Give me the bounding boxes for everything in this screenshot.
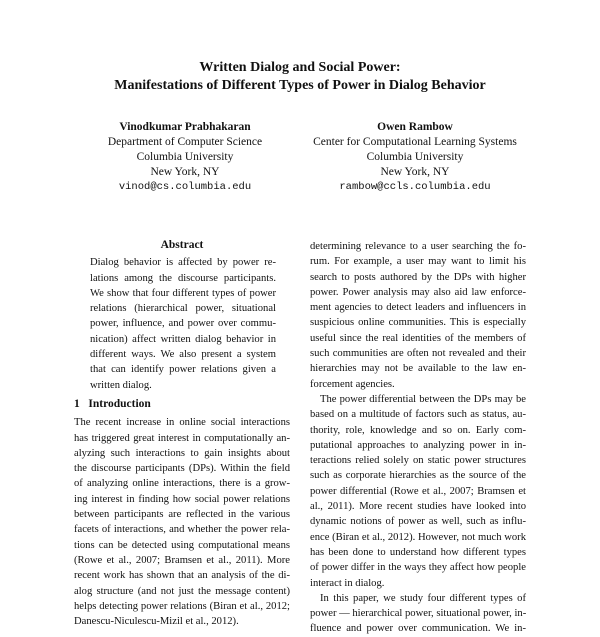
text-line: the discourse participants (DPs). Within the field bbox=[74, 463, 290, 475]
author-univ: Columbia University bbox=[366, 151, 464, 163]
text-line: hierarchies may not be available to the law en- bbox=[310, 363, 526, 375]
paper-title-line-1: Written Dialog and Social Power: bbox=[199, 60, 401, 75]
text-line: power — hierarchical power, situational power, in- bbox=[310, 608, 527, 620]
text-line: rum. For example, a user may want to limit his bbox=[310, 256, 526, 268]
text-line: alog structure (and not just the message content) bbox=[74, 585, 290, 597]
text-line: interact in dialog. bbox=[310, 577, 385, 589]
author-city: New York, NY bbox=[380, 166, 450, 178]
right-column bbox=[310, 239, 526, 637]
author-dept: Department of Computer Science bbox=[107, 136, 263, 148]
text-line: facets of interactions, and whether the power rela- bbox=[74, 524, 290, 536]
text-line: fluence and power over communication. We in- bbox=[310, 623, 526, 635]
text-line: written dialog. bbox=[90, 379, 152, 391]
text-line: power. Power analysis may also aid law enforce- bbox=[310, 286, 526, 298]
author-name: Vinodkumar Prabhakaran bbox=[119, 121, 251, 133]
text-line: that can identify power relations given a bbox=[90, 364, 276, 376]
author-dept: Center for Computational Learning Systems bbox=[313, 136, 517, 148]
author-name: Owen Rambow bbox=[377, 121, 453, 133]
text-line: such as corporate hierarchies as the source of the bbox=[310, 470, 526, 482]
text-line: Danescu-Niculescu-Mizil et al., 2012). bbox=[74, 616, 239, 628]
text-line: al., 2011). More recent studies have looked into bbox=[310, 501, 526, 513]
section-number: 1 bbox=[74, 397, 80, 410]
text-line: suspicious online communities. This is especially bbox=[310, 317, 526, 329]
intro-body bbox=[74, 415, 290, 629]
text-line: of analyzing online interactions, there is a grow- bbox=[74, 478, 290, 490]
text-line: power differential (Rowe et al., 2007; Bramsen et bbox=[310, 485, 526, 497]
text-line: alyzing such interactions to gain insights about bbox=[74, 447, 290, 459]
text-line: search to posts authored by the DPs with higher bbox=[310, 271, 526, 283]
author-email: rambow@ccls.columbia.edu bbox=[339, 181, 491, 193]
text-line: We show that four different types of power bbox=[90, 287, 276, 299]
text-line: based on a multitude of factors such as status, au- bbox=[310, 409, 526, 421]
text-line: nication) affect written dialog behavior in bbox=[90, 333, 276, 345]
text-line: helps detecting power relations (Biran et al., 2012; bbox=[74, 600, 290, 612]
author-city: New York, NY bbox=[150, 166, 220, 178]
author-email: vinod@cs.columbia.edu bbox=[118, 181, 252, 193]
text-line: dynamic notions of power as well, such as influ- bbox=[310, 516, 526, 528]
text-line: teractions relied solely on static power structures bbox=[310, 455, 526, 467]
text-line: forcement agencies. bbox=[310, 378, 395, 390]
section-title: Introduction bbox=[88, 397, 151, 410]
author-2 bbox=[285, 120, 545, 195]
author-1 bbox=[80, 120, 290, 195]
text-line: tions can be detected using computational means bbox=[74, 539, 290, 551]
text-line: relations (hierarchical power, situational bbox=[90, 303, 276, 315]
text-line: putational approaches to analyzing power in in- bbox=[310, 439, 526, 451]
text-line: recent work has shown that an analysis of the di- bbox=[74, 570, 290, 582]
text-line: useful since the real identities of the members of bbox=[310, 332, 526, 344]
text-line: power, influence, and power over commu- bbox=[90, 318, 276, 330]
text-line: The power differential between the DPs may be bbox=[320, 393, 526, 405]
text-line: ence (Biran et al., 2012). However, not much work bbox=[310, 531, 526, 543]
text-line: ing interest in finding how social power relations bbox=[74, 493, 290, 505]
text-line: has triggered great interest in computationally an- bbox=[74, 432, 290, 444]
text-line: has been done to understand how different types bbox=[310, 546, 526, 558]
text-line: The recent increase in online social interactions bbox=[74, 417, 290, 429]
text-line: between participants are reflected in the various bbox=[74, 509, 290, 521]
text-line: determining relevance to a user searching the fo- bbox=[310, 241, 526, 252]
text-line: In this paper, we study four different types of bbox=[320, 592, 526, 604]
left-column bbox=[74, 238, 290, 629]
text-line: lations among the discourse participants. bbox=[90, 272, 276, 284]
text-line: ment agencies to detect leaders and influencers in bbox=[310, 302, 526, 314]
right-body bbox=[310, 239, 526, 637]
text-line: Dialog behavior is affected by power re- bbox=[90, 257, 276, 269]
section-heading bbox=[74, 397, 290, 412]
text-line: (Rowe et al., 2007; Bramsen et al., 2011). More bbox=[74, 554, 290, 566]
abstract-body bbox=[90, 255, 276, 393]
text-line: different ways. We also present a system bbox=[90, 349, 276, 361]
text-line: of power differ in the ways they affect how people bbox=[310, 562, 526, 574]
paper-title-line-2: Manifestations of Different Types of Power in Dialog Behavior bbox=[114, 78, 486, 93]
text-line: such communities are often not revealed and their bbox=[310, 348, 526, 360]
text-line: thority, role, knowledge and so on. Early com- bbox=[310, 424, 526, 436]
author-univ: Columbia University bbox=[136, 151, 234, 163]
abstract-heading: Abstract bbox=[160, 239, 204, 251]
